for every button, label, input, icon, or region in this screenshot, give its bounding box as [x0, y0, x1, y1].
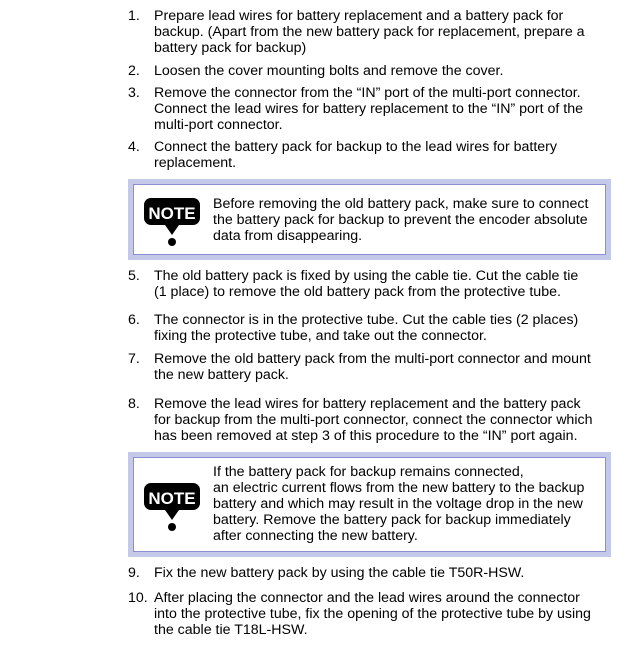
step-text: The old battery pack is fixed by using the cable tie. Cut the cable tie (1 place) to remove the old battery pack from the protective tube. [154, 268, 579, 300]
step-item [128, 590, 618, 640]
step-number: 9. [128, 565, 140, 581]
step-item [128, 268, 618, 302]
step-number: 1. [128, 8, 140, 24]
step-text: Prepare lead wires for battery replacement and a battery pack for backup. (Apart from the new battery pack for replacement, prepare a battery pack for backup) [154, 8, 585, 56]
step-text: Remove the connector from the “IN” port of the multi-port connector. Connect the lead wires for battery replacement to the “IN” port of the multi-port connector. [154, 85, 583, 133]
note-icon [143, 481, 201, 531]
step-number: 3. [128, 85, 140, 101]
note-text: Before removing the old battery pack, make sure to connect the battery pack for backup to prevent the encoder absolute data from disappearing. [213, 196, 589, 244]
step-number: 4. [128, 139, 140, 155]
step-text: Loosen the cover mounting bolts and remove the cover. [154, 63, 504, 79]
step-item [128, 565, 618, 582]
step-text: Remove the lead wires for battery replacement and the battery pack for backup from the multi-port connector, connect the connector which has been removed at step 3 of this procedure to the “IN” port again. [154, 396, 593, 444]
note-text: If the battery pack for backup remains connected, an electric current flows from the new battery to the backup battery and which may result in the voltage drop in the new battery. Remove the battery pack for backup immediately after connecting the new battery. [213, 464, 585, 544]
step-item [128, 63, 618, 80]
note-box [128, 179, 611, 260]
note-icon-label: NOTE [148, 489, 196, 508]
step-number: 10. [128, 590, 148, 606]
step-number: 5. [128, 268, 140, 284]
step-item [128, 139, 618, 173]
step-item [128, 312, 618, 346]
step-number: 7. [128, 351, 140, 367]
step-item [128, 8, 618, 58]
step-item [128, 85, 618, 135]
step-number: 6. [128, 312, 140, 328]
step-text: Remove the old battery pack from the multi-port connector and mount the new battery pack. [154, 351, 591, 383]
step-text: After placing the connector and the lead wires around the connector into the protective tube, fix the opening of the protective tube by using the cable tie T18L-HSW. [154, 590, 591, 638]
note-icon-label: NOTE [148, 204, 196, 223]
step-number: 8. [128, 396, 140, 412]
step-item [128, 351, 618, 385]
step-text: The connector is in the protective tube. Cut the cable ties (2 places) fixing the protective tube, and take out the connector. [154, 312, 579, 344]
step-item [128, 396, 618, 446]
note-box [128, 452, 611, 557]
step-text: Connect the battery pack for backup to the lead wires for battery replacement. [154, 139, 557, 171]
note-icon [143, 196, 201, 246]
step-text: Fix the new battery pack by using the cable tie T50R-HSW. [154, 565, 525, 581]
step-number: 2. [128, 63, 140, 79]
